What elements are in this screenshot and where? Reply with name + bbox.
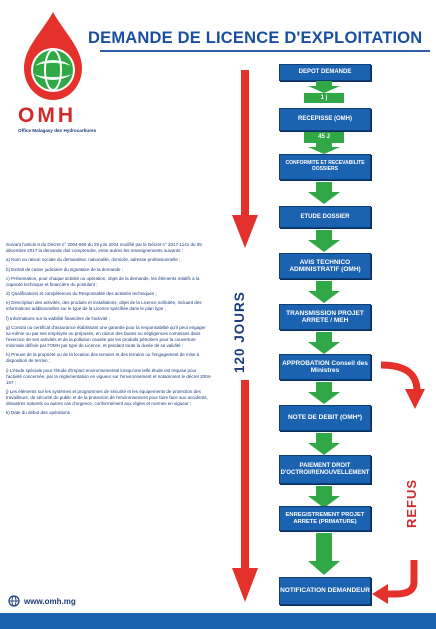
- delay-45j: 45 J: [304, 132, 344, 143]
- title-underline: [100, 50, 430, 52]
- green-arrow-6: [295, 332, 353, 354]
- refus-label: REFUS: [404, 478, 419, 528]
- page-title: DEMANDE DE LICENCE D'EXPLOITATION: [88, 29, 423, 47]
- drop-globe-icon: [8, 8, 98, 104]
- green-arrow-8: [295, 433, 353, 455]
- step-recepisse: RECEPISSE (OMH): [279, 108, 371, 131]
- green-arrow-2: [295, 143, 353, 154]
- step-approbation: APPROBATION Conseil des Ministres: [279, 354, 371, 380]
- requirement-g: g) Contrat ou certificat d'assurance établissant une garantie pour la responsabilité qu'il peut engager lui-même ou par ses employés ou préposés, en raison des fautes ou négligences commises dans l'exercice de ses activités et de la pollution causée par les produits pétroliers pour la couverture minimale définie par l'OMH par type de Licence, et pendant toute la durée de sa validité ;: [6, 324, 206, 349]
- green-arrow-4: [295, 230, 353, 252]
- website-link[interactable]: www.omh.mg: [24, 597, 76, 606]
- step-conformite: CONFORMITE ET RECEVABILITE DOSSIERS: [279, 154, 371, 180]
- step-enregistrement: ENREGISTREMENT PROJET ARRETE (PRIMATURE): [279, 506, 371, 531]
- requirement-f: f) Informations sur la viabilité financière de l'activité ;: [6, 315, 110, 321]
- requirement-c: c) Présentation, pour chaque activité ou opération, objet de la demande, les éléments relatifs à la capacité technique et financière du postulant ;: [6, 275, 200, 287]
- requirement-a: a) Nom ou raison sociale du demandeur, nationalité, domicile, adresse professionnelle ;: [6, 257, 181, 263]
- green-arrow-9: [295, 486, 353, 508]
- step-depot-demande: DEPOT DEMANDE: [279, 64, 371, 81]
- requirements-text: [6, 242, 212, 420]
- green-arrow-3: [295, 182, 353, 204]
- footer: [0, 591, 436, 629]
- green-arrow-7: [295, 382, 353, 404]
- logo-subtitle: Office Malagasy des Hydrocarbures: [18, 128, 97, 133]
- duration-label: 120 JOURS: [232, 291, 247, 373]
- footer-band: [0, 613, 436, 629]
- omh-logo: [8, 8, 98, 138]
- green-arrow-10: [295, 533, 353, 575]
- requirement-k: k) Date du début des opérations: [6, 410, 71, 416]
- step-paiement: PAIEMENT DROIT D'OCTROI/RENOUVELLEMENT: [279, 455, 371, 484]
- step-avis-technico: AVIS TECHNICO ADMINISTRATIF (OMH): [279, 253, 371, 279]
- step-transmission: TRANSMISSION PROJET ARRETE / MEH: [279, 304, 371, 330]
- green-arrow-5: [295, 281, 353, 303]
- step-etude-dossier: ETUDE DOSSIER: [279, 206, 371, 228]
- refus-curved-arrow-top: [377, 355, 425, 415]
- requirement-j: j) Les éléments sur les systèmes et programmes de sécurité et les équipements de protection des travailleurs, de sécurité du public et de la protection de l'environnement pour faire face aux accidents, désastres naturels ou autres cas d'urgence, conformément aux règles et normes en vigueur ;: [6, 389, 208, 407]
- step-notification: NOTIFICATION DEMANDEUR: [279, 577, 371, 605]
- requirement-d: d) Qualifications et compétences du Responsable des activités techniques ;: [6, 291, 157, 297]
- intro-paragraph: Suivant l'article 8 du Décret n° 2004-669 du 29 juin 2004 modifié par le Décret n° 2017-1141 du 05 décembre 2017 la demande doit comprendre, entre autres les renseignements suivants :: [6, 242, 202, 254]
- requirement-i: i) L'étude spéciale pour l'étude d'impact environnemental lorsqu'une telle étude est requise pour l'activité concernée, par la réglementation en vigueur sur l'environnement et notamment le décret 2004-167 ;: [6, 367, 212, 385]
- delay-1j: 1 j: [304, 93, 344, 103]
- requirement-h: h) Preuve de la propriété ou de la location des terrains et des terrains ou l'engagement de mise à disposition de terrain ;: [6, 352, 200, 364]
- step-note-debit: NOTE DE DEBIT (OMH*): [279, 405, 371, 431]
- requirement-b: b) Extrait de casier judiciaire du signataire de la demande ;: [6, 266, 124, 272]
- globe-icon: [8, 595, 20, 607]
- red-down-arrow-top: [232, 70, 258, 250]
- logo-wordmark: OMH: [18, 104, 76, 127]
- requirement-e: e) Description des activités, des produits et installations, objet de la Licence sollicitée, incluant des informations additionnelles sur le type de la Licence spécifiée dans le plan type ;: [6, 300, 202, 312]
- red-down-arrow-bottom: [232, 380, 258, 605]
- green-arrow-1: [295, 81, 353, 93]
